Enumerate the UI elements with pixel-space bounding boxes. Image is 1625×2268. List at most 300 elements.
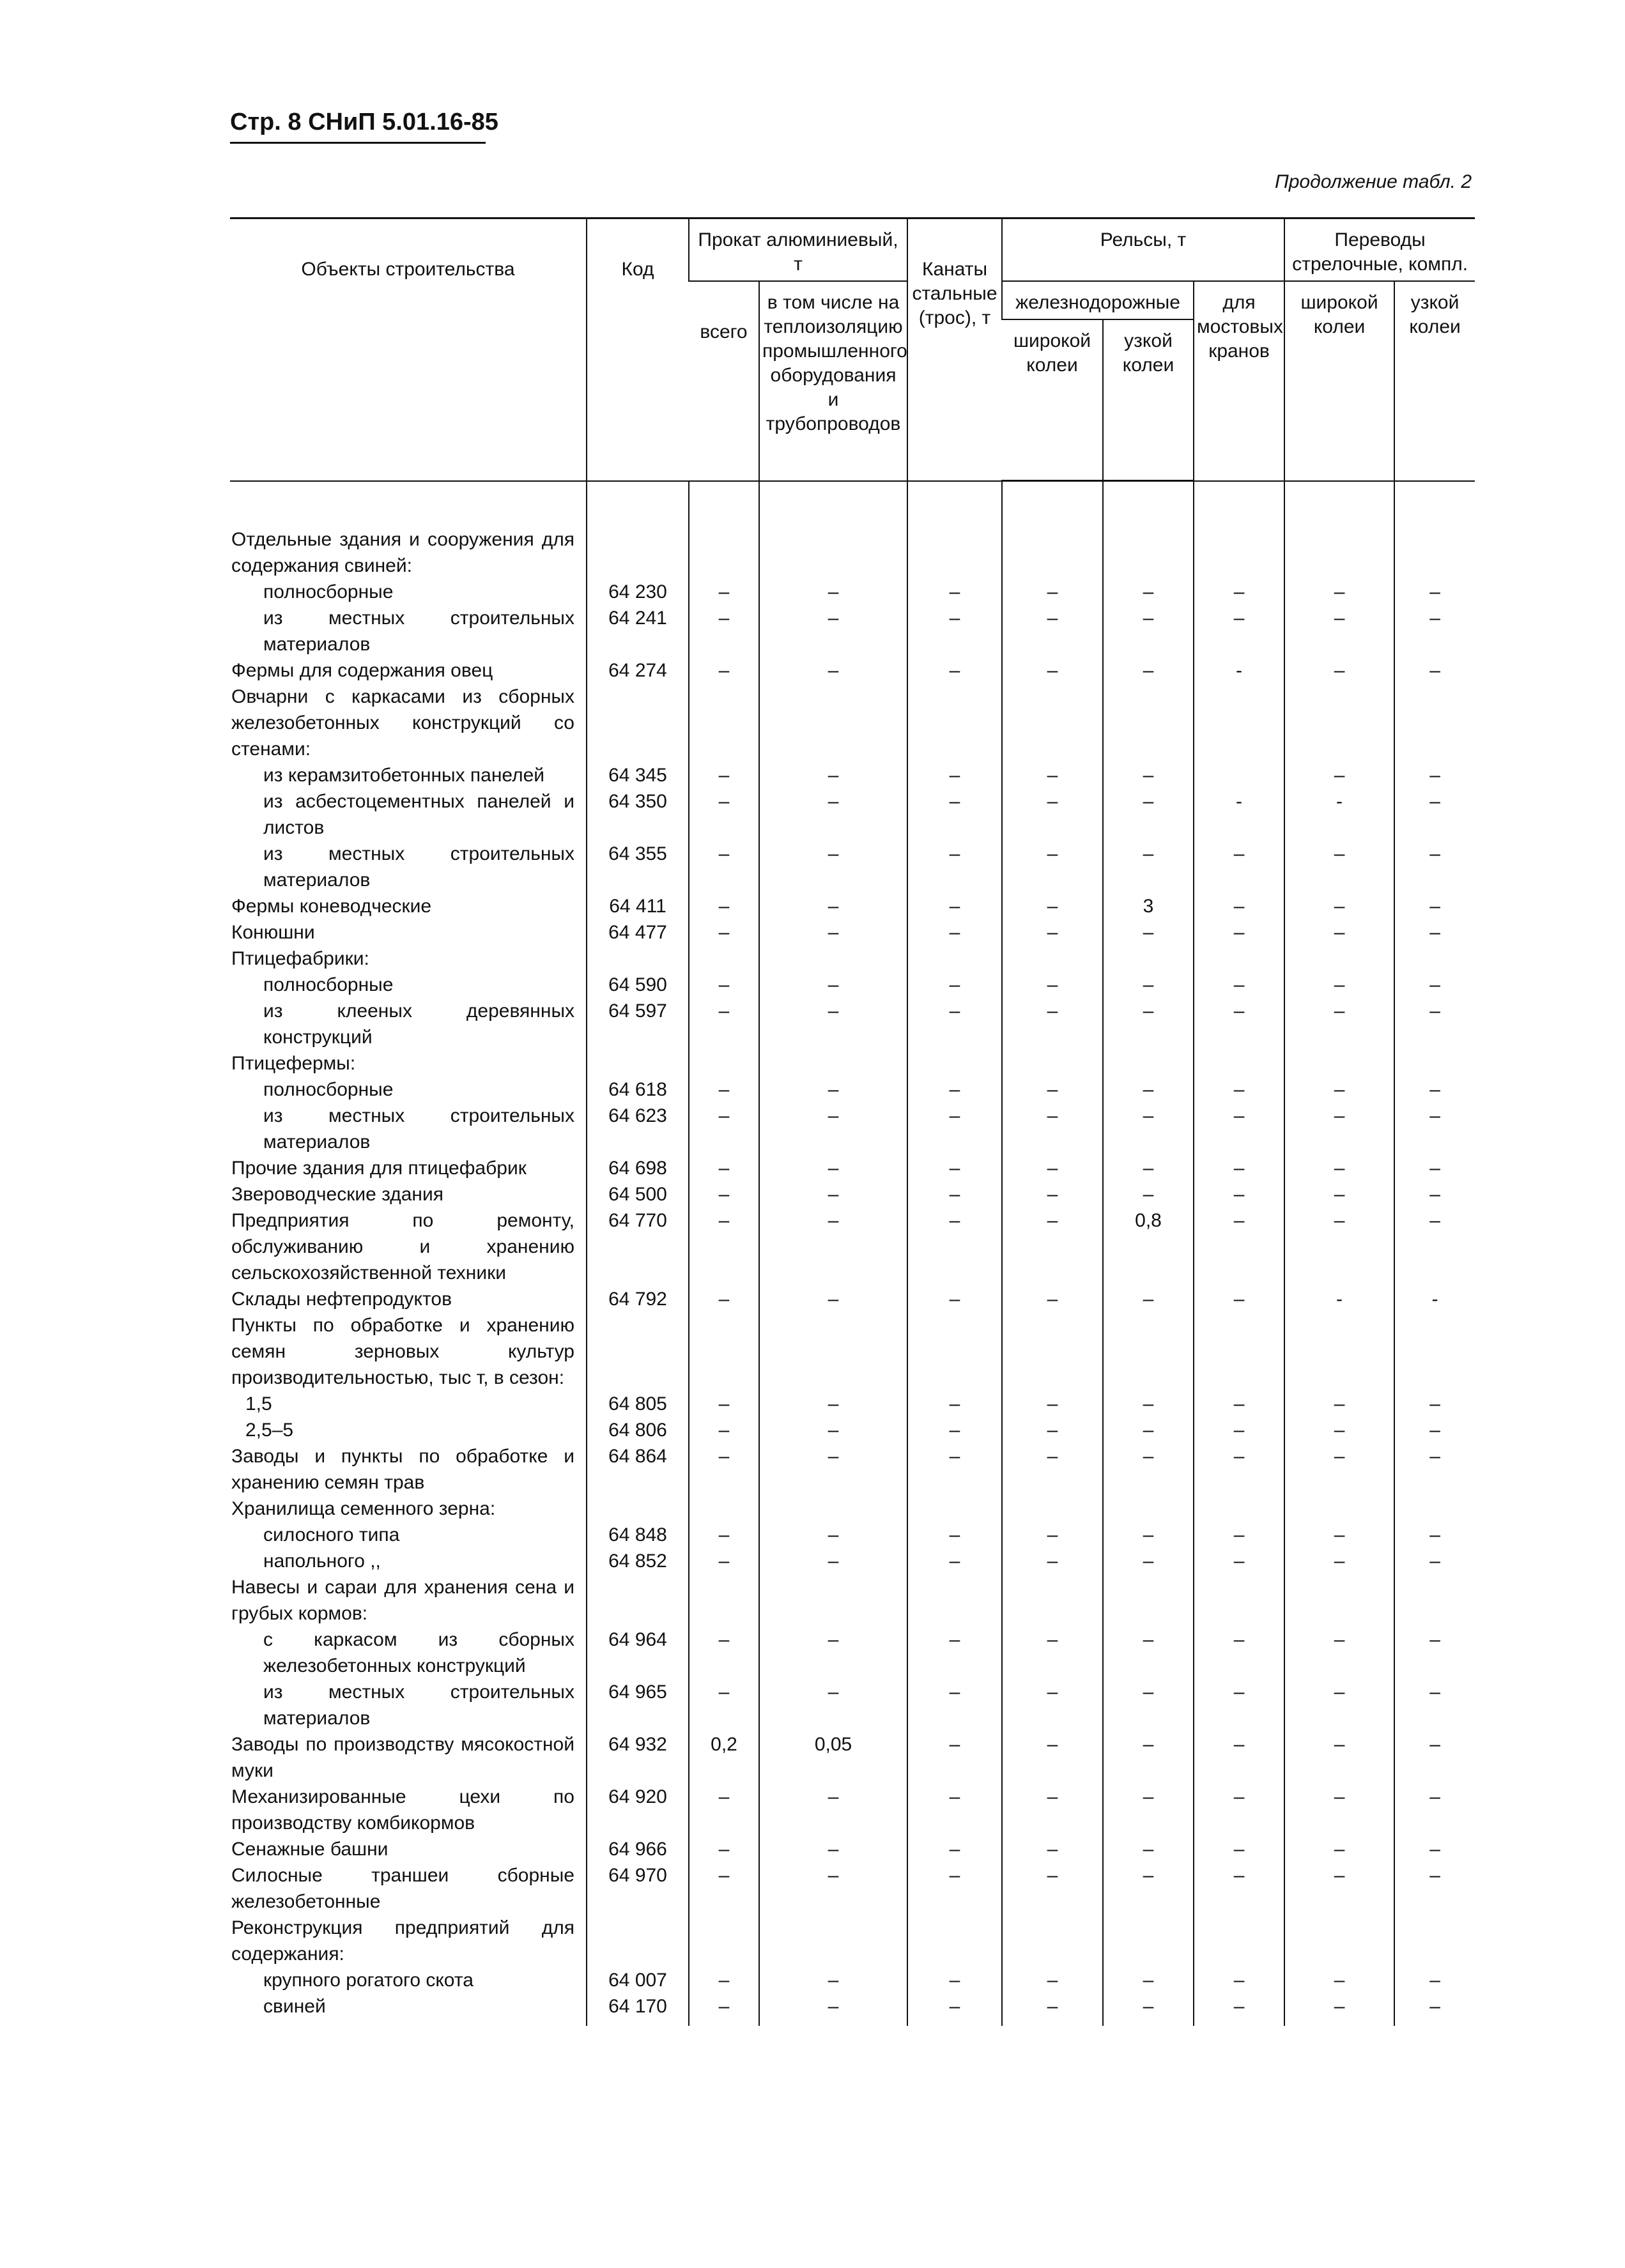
cell-ropes [907,1496,1002,1522]
cell-switches-narrow: – [1394,998,1475,1050]
cell-aluminum-total: – [689,762,759,788]
cell-rails-bridge [1194,946,1284,972]
cell-ropes: – [907,1181,1002,1207]
cell-switches-wide: – [1284,1417,1394,1443]
cell-aluminum-total: – [689,1862,759,1915]
col-header-aluminum: Прокат алюминиевый, т [689,218,907,282]
cell-ropes: – [907,605,1002,657]
cell-rails-wide: – [1002,998,1103,1050]
cell-aluminum-total: – [689,1679,759,1731]
cell-code: 64 966 [587,1836,689,1862]
materials-table [230,217,1475,2026]
cell-aluminum-total: – [689,1286,759,1312]
cell-aluminum-insulation: – [759,657,907,684]
cell-aluminum-insulation: – [759,1286,907,1312]
table-row [230,1731,1475,1784]
cell-switches-narrow: – [1394,1077,1475,1103]
cell-aluminum-insulation: – [759,1417,907,1443]
cell-rails-narrow: – [1103,1443,1194,1496]
table-row [230,998,1475,1050]
cell-switches-narrow: – [1394,972,1475,998]
cell-ropes: – [907,1286,1002,1312]
cell-aluminum-insulation [759,1050,907,1077]
col-header-rails-narrow: узкой колеи [1103,319,1194,481]
cell-object-name: Механизированные цехи по производству комбикормов [231,1786,574,1834]
cell-switches-wide: – [1284,1077,1394,1103]
cell-switches-narrow: – [1394,1784,1475,1836]
cell-switches-wide: – [1284,841,1394,893]
cell-code [587,1496,689,1522]
cell-rails-narrow: – [1103,1417,1194,1443]
cell-switches-wide [1284,1050,1394,1077]
cell-ropes: – [907,1967,1002,1993]
cell-rails-narrow [1103,1050,1194,1077]
col-header-rails-wide: широкой колеи [1002,319,1103,481]
cell-code: 64 274 [587,657,689,684]
cell-ropes: – [907,893,1002,919]
cell-aluminum-total [689,526,759,579]
col-header-rails-bridge: для мостовых кранов [1194,281,1284,481]
cell-rails-narrow [1103,946,1194,972]
cell-code [587,684,689,762]
cell-aluminum-total: 0,2 [689,1731,759,1784]
cell-rails-narrow: – [1103,998,1194,1050]
cell-code [587,946,689,972]
cell-switches-narrow: – [1394,788,1475,841]
cell-switches-wide: – [1284,762,1394,788]
cell-object-name: Сенажные башни [231,1839,389,1860]
cell-rails-bridge: – [1194,1391,1284,1417]
page-header-underline [230,142,486,144]
cell-rails-bridge: – [1194,1155,1284,1181]
cell-rails-bridge [1194,684,1284,762]
cell-switches-narrow [1394,526,1475,579]
cell-code: 64 864 [587,1443,689,1496]
cell-rails-bridge: – [1194,605,1284,657]
cell-switches-wide: – [1284,998,1394,1050]
cell-object-name: из местных строительных материалов [263,1682,574,1729]
cell-switches-narrow: – [1394,1522,1475,1548]
table-row [230,1679,1475,1731]
col-header-ropes: Канаты стальные (трос), т [907,218,1002,481]
cell-rails-bridge [1194,1050,1284,1077]
cell-code: 64 805 [587,1391,689,1417]
cell-switches-wide: - [1284,1286,1394,1312]
cell-object-name: из асбестоцементных панелей и листов [263,791,574,838]
cell-aluminum-insulation: – [759,1443,907,1496]
cell-rails-bridge: – [1194,579,1284,605]
cell-ropes: – [907,1993,1002,2019]
cell-rails-wide [1002,1915,1103,1967]
table-spacer-row [230,481,1475,527]
cell-object-name: Хранилища семенного зерна: [231,1498,496,1519]
cell-object-name: из местных строительных материалов [263,843,574,891]
cell-ropes: – [907,1077,1002,1103]
cell-code: 64 623 [587,1103,689,1155]
page-header: Стр. 8 СНиП 5.01.16-85 [230,109,498,135]
cell-switches-narrow [1394,1312,1475,1391]
table-row [230,1784,1475,1836]
cell-aluminum-total: – [689,1181,759,1207]
cell-rails-wide [1002,1496,1103,1522]
cell-switches-narrow: – [1394,1391,1475,1417]
cell-rails-wide: – [1002,1286,1103,1312]
table-bottom-row [230,2019,1475,2026]
cell-aluminum-insulation: – [759,1103,907,1155]
table-row [230,684,1475,762]
cell-rails-wide: – [1002,1627,1103,1679]
cell-ropes: – [907,1207,1002,1286]
cell-aluminum-total: – [689,1077,759,1103]
cell-switches-wide [1284,1496,1394,1522]
cell-code: 64 590 [587,972,689,998]
cell-switches-wide: – [1284,1522,1394,1548]
cell-object-name: силосного типа [263,1524,400,1545]
cell-ropes: – [907,788,1002,841]
cell-code: 64 618 [587,1077,689,1103]
table-row [230,605,1475,657]
cell-rails-narrow [1103,1574,1194,1627]
cell-rails-narrow: – [1103,1155,1194,1181]
cell-aluminum-insulation: – [759,998,907,1050]
cell-switches-wide: – [1284,1181,1394,1207]
cell-rails-narrow: – [1103,1181,1194,1207]
cell-code: 64 170 [587,1993,689,2019]
cell-aluminum-total: – [689,788,759,841]
cell-switches-narrow: – [1394,1548,1475,1574]
cell-rails-bridge: – [1194,1862,1284,1915]
cell-object-name: полносборные [263,581,394,602]
cell-switches-narrow: – [1394,893,1475,919]
cell-ropes [907,1915,1002,1967]
cell-rails-bridge: – [1194,1967,1284,1993]
table-row [230,579,1475,605]
cell-code: 64 964 [587,1627,689,1679]
cell-rails-bridge [1194,762,1284,788]
cell-rails-narrow [1103,1312,1194,1391]
cell-aluminum-total: – [689,579,759,605]
cell-ropes: – [907,1679,1002,1731]
table-row [230,1915,1475,1967]
cell-aluminum-insulation: – [759,1077,907,1103]
cell-object-name: свиней [263,1996,326,2017]
cell-code: 64 345 [587,762,689,788]
cell-rails-bridge [1194,526,1284,579]
cell-aluminum-total [689,684,759,762]
cell-switches-wide: – [1284,657,1394,684]
cell-ropes [907,1050,1002,1077]
cell-object-name: Заводы и пункты по обработке и хранению семян трав [231,1446,574,1493]
cell-rails-narrow: – [1103,657,1194,684]
table-row [230,1391,1475,1417]
cell-switches-wide [1284,1574,1394,1627]
cell-object-name: полносборные [263,1079,394,1100]
cell-aluminum-total: – [689,1417,759,1443]
table-row [230,762,1475,788]
cell-aluminum-insulation [759,1574,907,1627]
cell-code: 64 920 [587,1784,689,1836]
cell-aluminum-insulation: – [759,579,907,605]
cell-switches-narrow [1394,1915,1475,1967]
cell-rails-wide: – [1002,1103,1103,1155]
cell-rails-bridge: – [1194,1548,1284,1574]
cell-code: 64 597 [587,998,689,1050]
cell-rails-narrow: – [1103,1967,1194,1993]
cell-rails-narrow: – [1103,788,1194,841]
cell-aluminum-total: – [689,1443,759,1496]
cell-rails-narrow: – [1103,1993,1194,2019]
cell-ropes: – [907,1731,1002,1784]
table-row [230,526,1475,579]
cell-aluminum-insulation: – [759,1548,907,1574]
cell-switches-wide [1284,1915,1394,1967]
cell-rails-wide: – [1002,579,1103,605]
cell-switches-wide: – [1284,919,1394,946]
cell-rails-wide: – [1002,1679,1103,1731]
table-header [230,218,1475,481]
cell-rails-wide [1002,1574,1103,1627]
cell-rails-narrow: – [1103,762,1194,788]
cell-switches-narrow: - [1394,1286,1475,1312]
cell-aluminum-insulation: – [759,893,907,919]
cell-switches-wide: – [1284,1103,1394,1155]
cell-switches-narrow: – [1394,1417,1475,1443]
cell-rails-bridge: – [1194,1993,1284,2019]
cell-object-name: Заводы по производству мясокостной муки [231,1734,574,1781]
cell-rails-narrow: – [1103,972,1194,998]
table-row [230,919,1475,946]
cell-rails-narrow: 3 [1103,893,1194,919]
cell-aluminum-total: – [689,998,759,1050]
cell-rails-narrow: – [1103,1077,1194,1103]
cell-ropes: – [907,1862,1002,1915]
cell-switches-wide [1284,526,1394,579]
cell-aluminum-insulation: – [759,1207,907,1286]
cell-rails-bridge: – [1194,1784,1284,1836]
cell-aluminum-insulation [759,946,907,972]
cell-object-name: Птицефермы: [231,1053,356,1074]
cell-aluminum-total: – [689,605,759,657]
cell-ropes: – [907,972,1002,998]
table-row [230,788,1475,841]
cell-code: 64 477 [587,919,689,946]
cell-switches-narrow: – [1394,1103,1475,1155]
cell-ropes: – [907,1391,1002,1417]
col-header-switches-narrow: узкой колеи [1394,281,1475,481]
cell-object-name: Силосные траншеи сборные железобетонные [231,1865,574,1912]
cell-code: 64 770 [587,1207,689,1286]
cell-aluminum-total: – [689,893,759,919]
cell-object-name: из местных строительных материалов [263,608,574,655]
cell-switches-narrow: – [1394,1731,1475,1784]
cell-switches-narrow: – [1394,1443,1475,1496]
cell-ropes: – [907,919,1002,946]
cell-switches-narrow: – [1394,1993,1475,2019]
col-header-code: Код [587,218,689,481]
cell-aluminum-total: – [689,1391,759,1417]
cell-switches-narrow: – [1394,605,1475,657]
cell-switches-wide: – [1284,579,1394,605]
cell-aluminum-total [689,1050,759,1077]
cell-aluminum-total: – [689,841,759,893]
cell-ropes: – [907,1522,1002,1548]
cell-switches-wide: – [1284,1836,1394,1862]
cell-switches-narrow: – [1394,1862,1475,1915]
cell-aluminum-insulation: – [759,1155,907,1181]
cell-rails-narrow [1103,1915,1194,1967]
table-row [230,1077,1475,1103]
cell-aluminum-insulation [759,1312,907,1391]
cell-object-name: из местных строительных материалов [263,1105,574,1153]
cell-aluminum-insulation: – [759,841,907,893]
cell-aluminum-insulation [759,1915,907,1967]
cell-code [587,1915,689,1967]
cell-object-name: полносборные [263,974,394,995]
cell-rails-wide [1002,1050,1103,1077]
cell-rails-bridge [1194,1496,1284,1522]
cell-rails-bridge: – [1194,1731,1284,1784]
cell-rails-bridge: - [1194,788,1284,841]
cell-rails-bridge: – [1194,919,1284,946]
cell-code: 64 852 [587,1548,689,1574]
cell-switches-wide: – [1284,1731,1394,1784]
cell-code: 64 965 [587,1679,689,1731]
cell-switches-wide: - [1284,788,1394,841]
table-continuation-label: Продолжение табл. 2 [1275,171,1472,192]
cell-switches-narrow: – [1394,762,1475,788]
cell-rails-wide: – [1002,762,1103,788]
cell-aluminum-insulation: – [759,1967,907,1993]
cell-ropes: – [907,1836,1002,1862]
cell-ropes: – [907,579,1002,605]
cell-code: 64 500 [587,1181,689,1207]
cell-object-name: Склады нефтепродуктов [231,1289,452,1310]
table-row [230,1836,1475,1862]
cell-switches-narrow: – [1394,1836,1475,1862]
cell-rails-wide: – [1002,1784,1103,1836]
cell-switches-wide: – [1284,1862,1394,1915]
cell-ropes: – [907,1548,1002,1574]
cell-rails-wide: – [1002,1443,1103,1496]
cell-aluminum-total: – [689,919,759,946]
cell-rails-narrow [1103,526,1194,579]
cell-object-name: Фермы для содержания овец [231,660,493,681]
cell-rails-bridge: – [1194,1207,1284,1286]
cell-ropes [907,1312,1002,1391]
cell-code [587,1050,689,1077]
cell-code: 64 411 [587,893,689,919]
cell-aluminum-total: – [689,1103,759,1155]
cell-switches-narrow: – [1394,1679,1475,1731]
cell-aluminum-insulation: – [759,788,907,841]
table-row [230,1417,1475,1443]
cell-object-name: с каркасом из сборных железобетонных конструкций [263,1629,574,1676]
cell-ropes: – [907,657,1002,684]
cell-object-name: Реконструкция предприятий для содержания: [231,1917,574,1965]
cell-object-name: напольного ,, [263,1551,381,1572]
table-row [230,972,1475,998]
cell-switches-narrow: – [1394,1967,1475,1993]
cell-aluminum-total: – [689,657,759,684]
cell-switches-wide: – [1284,1443,1394,1496]
cell-rails-wide: – [1002,919,1103,946]
cell-switches-narrow [1394,684,1475,762]
cell-rails-wide: – [1002,657,1103,684]
cell-rails-wide: – [1002,1993,1103,2019]
cell-object-name: Овчарни с каркасами из сборных железобетонных конструкций со стенами: [231,686,574,760]
cell-aluminum-total [689,1312,759,1391]
cell-rails-narrow [1103,684,1194,762]
cell-switches-narrow [1394,1496,1475,1522]
cell-aluminum-insulation: 0,05 [759,1731,907,1784]
cell-rails-wide [1002,946,1103,972]
cell-switches-wide: – [1284,1679,1394,1731]
cell-aluminum-total [689,946,759,972]
cell-rails-bridge: – [1194,1103,1284,1155]
cell-ropes [907,1574,1002,1627]
cell-rails-wide: – [1002,1862,1103,1915]
cell-ropes [907,526,1002,579]
cell-object-name: Фермы коневодческие [231,896,432,917]
cell-aluminum-insulation: – [759,1784,907,1836]
cell-rails-wide: – [1002,1522,1103,1548]
cell-rails-narrow: – [1103,1548,1194,1574]
cell-ropes: – [907,1155,1002,1181]
cell-rails-bridge: – [1194,1627,1284,1679]
cell-switches-wide: – [1284,1391,1394,1417]
cell-rails-bridge [1194,1312,1284,1391]
table-row [230,1181,1475,1207]
cell-ropes: – [907,1443,1002,1496]
col-header-objects: Объекты строительства [230,218,587,481]
cell-rails-wide: – [1002,1731,1103,1784]
cell-ropes: – [907,841,1002,893]
cell-rails-bridge: – [1194,1443,1284,1496]
cell-aluminum-total: – [689,1836,759,1862]
col-header-aluminum-total: всего [689,281,759,481]
cell-switches-wide: – [1284,1155,1394,1181]
cell-switches-narrow: – [1394,579,1475,605]
cell-switches-narrow [1394,946,1475,972]
cell-rails-wide: – [1002,1207,1103,1286]
cell-rails-bridge: – [1194,998,1284,1050]
cell-code: 64 848 [587,1522,689,1548]
table-row [230,1522,1475,1548]
cell-rails-bridge: – [1194,972,1284,998]
cell-rails-narrow: – [1103,1836,1194,1862]
table-row [230,1993,1475,2019]
cell-switches-wide: – [1284,1784,1394,1836]
cell-rails-bridge: – [1194,1077,1284,1103]
cell-rails-narrow: – [1103,1286,1194,1312]
cell-rails-wide: – [1002,605,1103,657]
cell-ropes: – [907,1103,1002,1155]
table-row [230,1207,1475,1286]
cell-rails-wide: – [1002,1391,1103,1417]
cell-rails-narrow: – [1103,1679,1194,1731]
cell-rails-wide: – [1002,972,1103,998]
cell-aluminum-insulation [759,684,907,762]
table-row [230,1155,1475,1181]
cell-code [587,1574,689,1627]
cell-switches-wide [1284,1312,1394,1391]
cell-code: 64 230 [587,579,689,605]
cell-rails-narrow: – [1103,579,1194,605]
cell-aluminum-insulation: – [759,1836,907,1862]
col-header-rails: Рельсы, т [1002,218,1284,282]
cell-rails-wide: – [1002,893,1103,919]
cell-aluminum-total: – [689,1784,759,1836]
